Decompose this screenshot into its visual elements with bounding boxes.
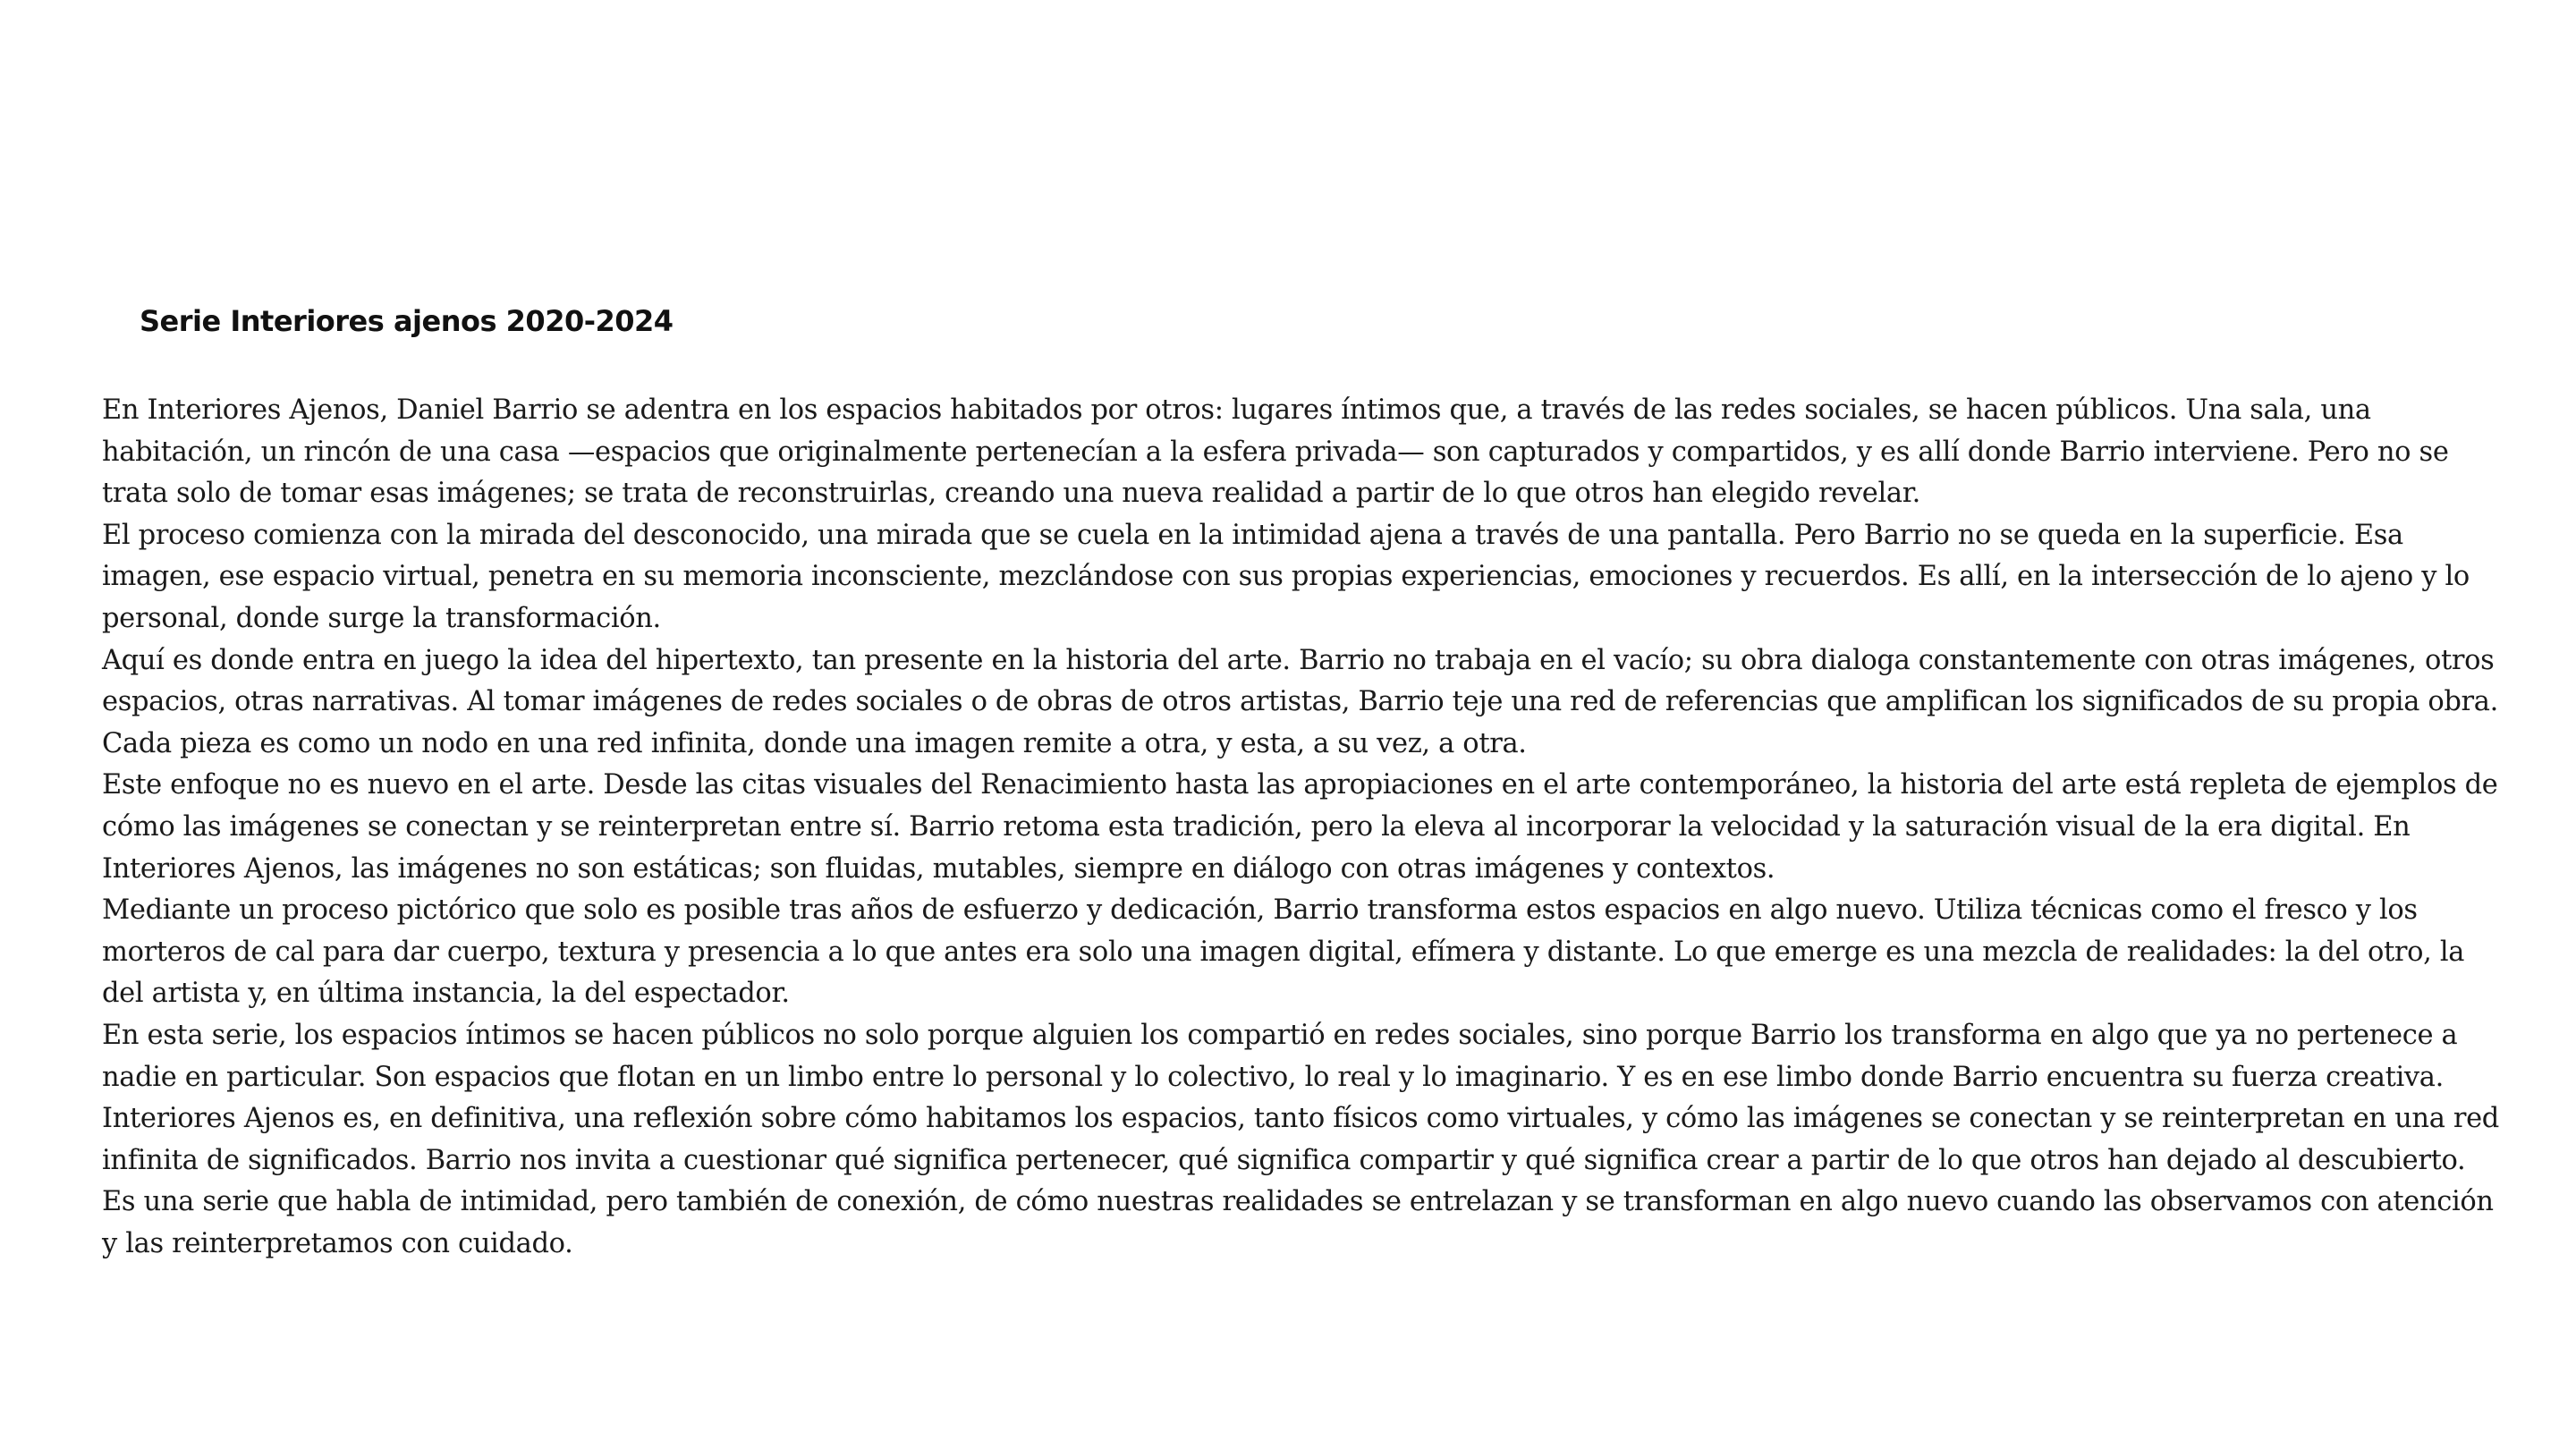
paragraph: Mediante un proceso pictórico que solo es posible tras años de esfuerzo y dedicación, Barrio transforma estos espacios en algo nuevo. Utiliza técnicas como el fresco y los morteros de cal para dar cuerpo, textura y presencia a lo que antes era solo una imagen digital, efímera y distante. Lo que emerge es una mezcla de realidades: la del otro, la del artista y, en última instancia, la del espectador. <box>102 894 2465 1010</box>
paragraph: Aquí es donde entra en juego la idea del hipertexto, tan presente en la historia del arte. Barrio no trabaja en el vacío; su obra dialoga constantemente con otras imágenes, otros espacios, otras narrativas. Al tomar imágenes de redes sociales o de obras de otros artistas, Barrio teje una red de referencias que amplifican los significados de su propia obra. Cada pieza es como un nodo en una red infinita, donde una imagen remite a otra, y esta, a su vez, a otra. <box>102 644 2498 759</box>
paragraph: En Interiores Ajenos, Daniel Barrio se adentra en los espacios habitados por otros: lugares íntimos que, a través de las redes sociales, se hacen públicos. Una sala, una habitación, un rincón de una casa —espacios que originalmente pertenecían a la esfera privada— son capturados y compartidos, y es allí donde Barrio interviene. Pero no se trata solo de tomar esas imágenes; se trata de reconstruirlas, creando una nueva realidad a partir de lo que otros han elegido revelar. <box>102 394 2449 510</box>
paragraph: En esta serie, los espacios íntimos se hacen públicos no solo porque alguien los compartió en redes sociales, sino porque Barrio los transforma en algo que ya no pertenece a nadie en particular. Son espacios que flotan en un limbo entre lo personal y lo colectivo, lo real y lo imaginario. Y es en ese limbo donde Barrio encuentra su fuerza creativa. <box>102 1019 2458 1093</box>
body-text <box>102 390 2499 1265</box>
paragraph: El proceso comienza con la mirada del desconocido, una mirada que se cuela en la intimidad ajena a través de una pantalla. Pero Barrio no se queda en la superficie. Esa imagen, ese espacio virtual, penetra en su memoria inconsciente, mezclándose con sus propias experiencias, emociones y recuerdos. Es allí, en la intersección de lo ajeno y lo personal, donde surge la transformación. <box>102 519 2470 634</box>
series-title: Serie Interiores ajenos 2020-2024 <box>140 304 674 338</box>
paragraph: Este enfoque no es nuevo en el arte. Desde las citas visuales del Renacimiento hasta las apropiaciones en el arte contemporáneo, la historia del arte está repleta de ejemplos de cómo las imágenes se conectan y se reinterpretan entre sí. Barrio retoma esta tradición, pero la eleva al incorporar la velocidad y la saturación visual de la era digital. En Interiores Ajenos, las imágenes no son estáticas; son fluidas, mutables, siempre en diálogo con otras imágenes y contextos. <box>102 769 2498 885</box>
paragraph: Interiores Ajenos es, en definitiva, una reflexión sobre cómo habitamos los espacios, tanto físicos como virtuales, y cómo las imágenes se conectan y se reinterpretan en una red infinita de significados. Barrio nos invita a cuestionar qué significa pertenecer, qué significa compartir y qué significa crear a partir de lo que otros han dejado al descubierto. Es una serie que habla de intimidad, pero también de conexión, de cómo nuestras realidades se entrelazan y se transforman en algo nuevo cuando las observamos con atención y las reinterpretamos con cuidado. <box>102 1103 2499 1259</box>
